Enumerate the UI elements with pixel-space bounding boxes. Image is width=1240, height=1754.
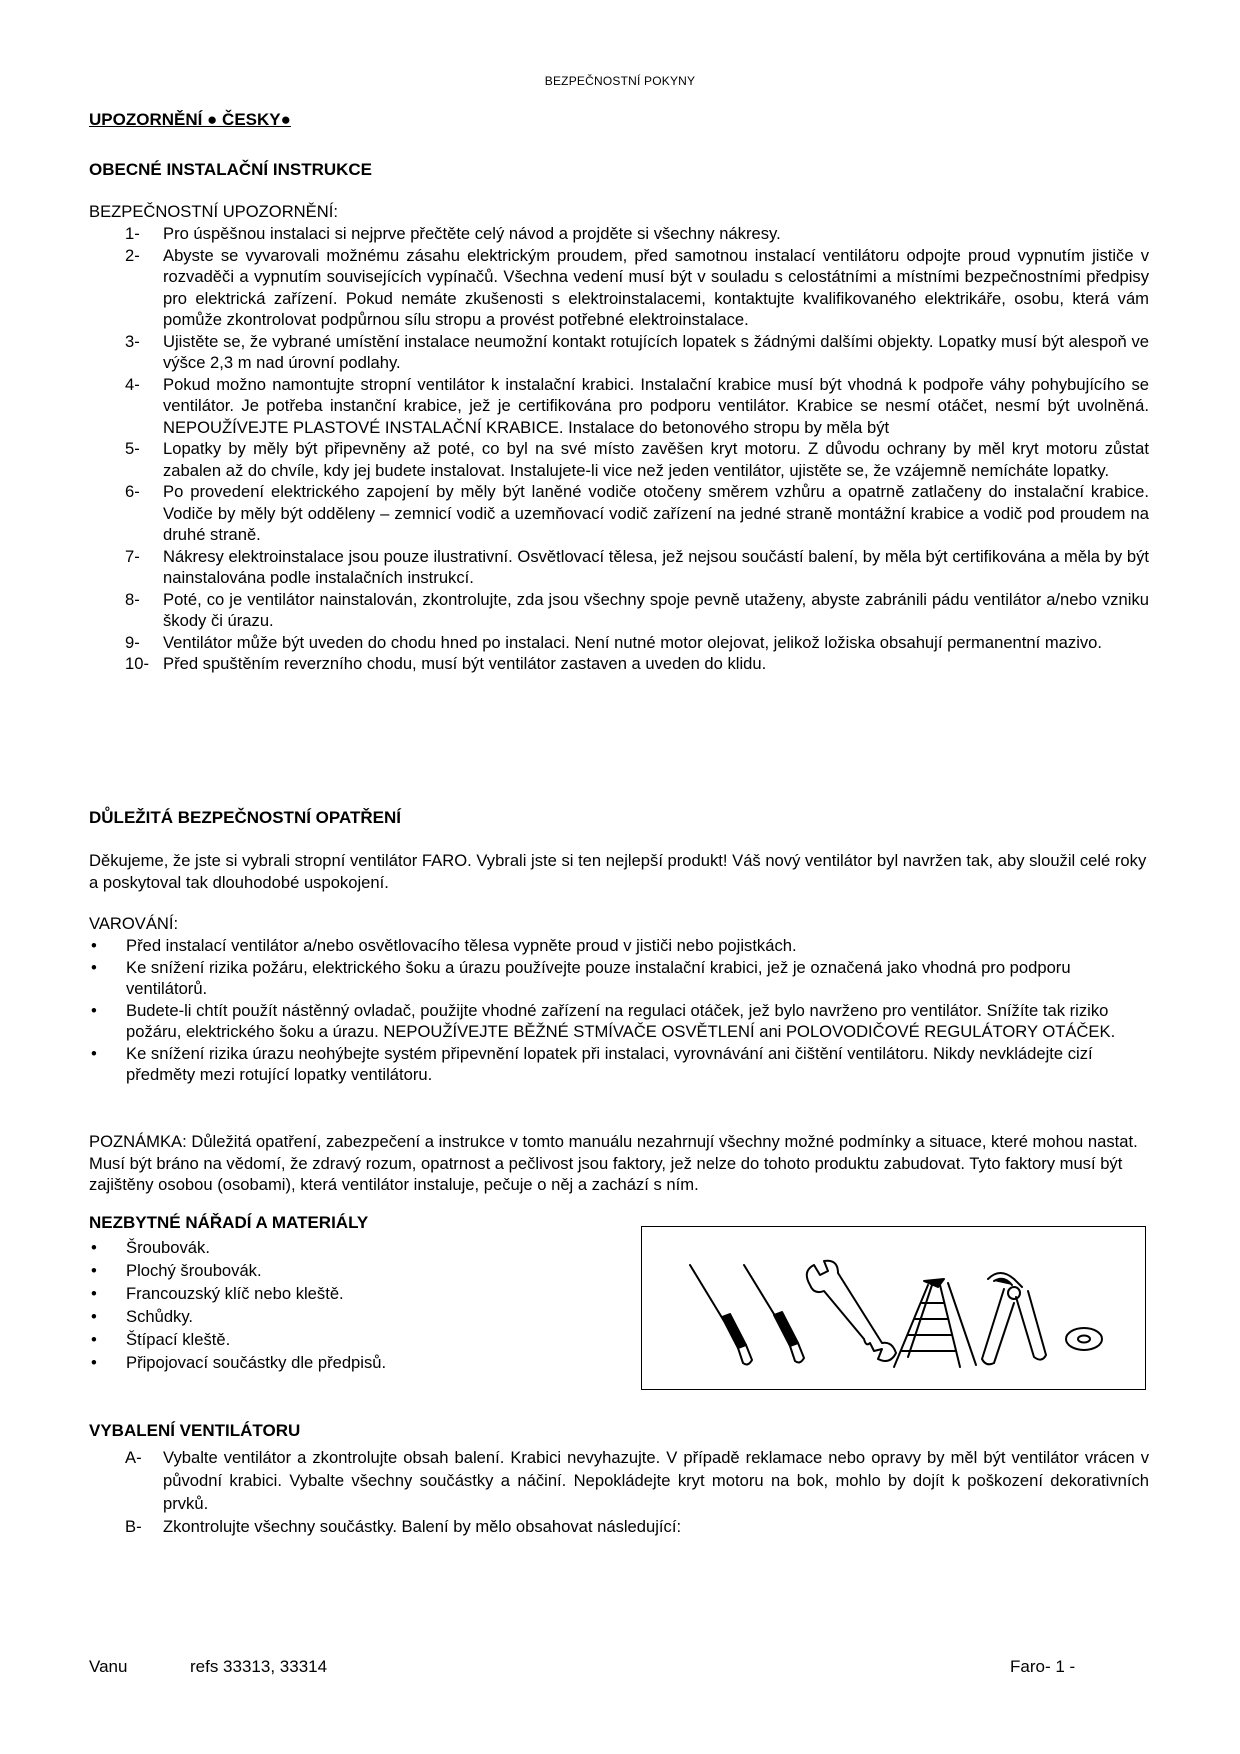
list-item-number: 1- bbox=[125, 224, 140, 243]
list-item-text: Pokud možno namontujte stropní ventilátor k instalační krabici. Instalační krabice musí být vhodná k podpoře váhy pohybujícího se ventilátor. Je potřeba instanční krabice, jež je certifikována pro podporu ventilátor. Krabice se nesmí otáčet, nesmí být uvolněná. NEPOUŽÍVEJTE PLASTOVÉ INSTALAČNÍ KRABICE. Instalace do betonového stropu by měla být bbox=[163, 374, 1149, 437]
bullet-item bbox=[89, 1000, 1149, 1043]
list-item-number: 8- bbox=[125, 589, 140, 609]
footer-refs: refs 33313, 33314 bbox=[190, 1657, 328, 1676]
section-heading-installation: OBECNÉ INSTALAČNÍ INSTRUKCE bbox=[89, 160, 373, 179]
list-item bbox=[89, 245, 1149, 331]
list-item-number: 2- bbox=[125, 245, 140, 265]
bullet-icon: • bbox=[91, 1000, 97, 1020]
bullet-icon: • bbox=[91, 1330, 97, 1349]
list-item-number: 3- bbox=[125, 331, 140, 351]
list-item bbox=[89, 438, 1149, 481]
intro-paragraph: Děkujeme, že jste si vybrali stropní ventilátor FARO. Vybrali jste si ten nejlepší produkt! Váš nový ventilátor byl navržen tak, aby sloužil celé roky a poskytoval tak dlouhodobé uspokojení. bbox=[89, 851, 1147, 892]
washer-icon bbox=[1066, 1328, 1102, 1350]
footer-model: Vanu bbox=[89, 1657, 128, 1676]
bullet-text: Plochý šroubovák. bbox=[126, 1261, 262, 1280]
installation-list bbox=[89, 223, 1149, 675]
page-title: UPOZORNĚNÍ ● ČESKY● bbox=[89, 110, 291, 129]
list-item bbox=[89, 546, 1149, 589]
bullet-text: Šroubovák. bbox=[126, 1238, 210, 1257]
list-item-text: Poté, co je ventilátor nainstalován, zkontrolujte, zda jsou všechny spoje pevně utaženy, abyste zabránili pádu ventilátor a/nebo vzniku škody či úrazu. bbox=[163, 589, 1149, 630]
bullet-item bbox=[89, 1259, 609, 1282]
bullet-text: Budete-li chtít použít nástěnný ovladač, použijte vhodné zařízení na regulaci otáček, jež bylo navrženo pro ventilátor. Snížíte tak riziko požáru, elektrického šoku a úrazu. NEPOUŽÍVEJTE BĚŽNÉ STMÍVAČE OSVĚTLENÍ ani POLOVODIČOVÉ REGULÁTORY OTÁČEK. bbox=[126, 1000, 1116, 1041]
bullet-icon: • bbox=[91, 936, 97, 955]
bullet-text: Ke snížení rizika požáru, elektrického šoku a úrazu používejte pouze instalační krabici, jež je označená jako vhodná pro podporu ventilátorů. bbox=[126, 957, 1071, 998]
bullet-item bbox=[89, 1351, 609, 1374]
bullet-item bbox=[89, 1043, 1149, 1086]
list-item bbox=[89, 1446, 1149, 1515]
list-item-number: B- bbox=[125, 1517, 142, 1536]
list-item-number: 5- bbox=[125, 439, 140, 458]
list-item bbox=[89, 374, 1149, 439]
list-item-text: Nákresy elektroinstalace jsou pouze ilustrativní. Osvětlovací tělesa, jež nejsou součástí balení, by měla být certifikována a měla by být nainstalována podle instalačních instrukcí. bbox=[163, 546, 1149, 587]
bullet-icon: • bbox=[91, 957, 97, 977]
bullet-icon: • bbox=[91, 1261, 97, 1280]
list-item bbox=[89, 632, 1149, 654]
list-item-number: 9- bbox=[125, 632, 140, 652]
bullet-text: Před instalací ventilátor a/nebo osvětlovacího tělesa vypněte proud v jističi nebo pojistkách. bbox=[126, 936, 797, 955]
list-item bbox=[89, 331, 1149, 374]
bullet-icon: • bbox=[91, 1307, 97, 1326]
bullet-icon: • bbox=[91, 1353, 97, 1372]
list-item-number: 10- bbox=[125, 654, 149, 673]
footer-page-number: Faro- 1 - bbox=[1010, 1657, 1076, 1676]
wrench-icon bbox=[807, 1261, 896, 1361]
tools-illustration bbox=[641, 1226, 1146, 1390]
list-item-text: Vybalte ventilátor a zkontrolujte obsah balení. Krabici nevyhazujte. V případě reklamace nebo opravy by měl být ventilátor vrácen v původní krabici. Vybalte všechny součástky a náčiní. Nepokládejte kryt motoru na bok, mohlo by dojít k poškození dekorativních prvků. bbox=[163, 1448, 1149, 1513]
list-item-text: Ventilátor může být uveden do chodu hned po instalaci. Není nutné motor olejovat, jelikož ložiska obsahují permanentní mazivo. bbox=[163, 632, 1103, 652]
list-item bbox=[89, 223, 1149, 245]
unpacking-list bbox=[89, 1446, 1149, 1538]
list-item-text: Před spuštěním reverzního chodu, musí být ventilátor zastaven a uveden do klidu. bbox=[163, 654, 767, 673]
section-heading-tools: NEZBYTNÉ NÁŘADÍ A MATERIÁLY bbox=[89, 1213, 369, 1232]
section-heading-precautions: DŮLEŽITÁ BEZPEČNOSTNÍ OPATŘENÍ bbox=[89, 808, 401, 827]
list-item-text: Abyste se vyvarovali možnému zásahu elektrickým proudem, před samotnou instalací ventilátoru odpojte proud vypnutím jističe v rozvaděči a vypnutím souvisejících vypínačů. Všechna vedení musí být v souladu s celostátními a místními bezpečnostními předpisy pro elektrická zařízení. Pokud nemáte zkušenosti s elektroinstalacemi, kontaktujte kvalifikovaného elektrikáře, osobu, která vám pomůže zkontrolovat podpůrnou sílu stropu a provést potřebné elektroinstalace. bbox=[163, 245, 1149, 329]
bullet-icon: • bbox=[91, 1284, 97, 1303]
flat-screwdriver-icon bbox=[744, 1265, 804, 1362]
bullet-text: Připojovací součástky dle předpisů. bbox=[126, 1353, 387, 1372]
list-item-number: 6- bbox=[125, 482, 140, 501]
bullet-text: Ke snížení rizika úrazu neohýbejte systém připevnění lopatek při instalaci, vyrovnávání ani čištění ventilátoru. Nikdy nevkládejte cizí předměty mezi rotující lopatky ventilátoru. bbox=[126, 1043, 1093, 1084]
bullet-item bbox=[89, 1282, 609, 1305]
list-item-text: Po provedení elektrického zapojení by měly být laněné vodiče otočeny směrem vzhůru a opatrně zatlačeny do instalační krabice. Vodiče by měly být odděleny – zemnicí vodič a uzemňovací vodič zařízení na jedné straně montážní krabice a vodič pod proudem na druhé straně. bbox=[163, 482, 1149, 544]
screwdriver-icon bbox=[690, 1265, 752, 1364]
list-item-number: 7- bbox=[125, 546, 140, 566]
list-item-text: Pro úspěšnou instalaci si nejprve přečtěte celý návod a projděte si všechny nákresy. bbox=[163, 224, 781, 243]
pliers-icon bbox=[982, 1273, 1046, 1364]
list-item bbox=[89, 481, 1149, 546]
note-paragraph: POZNÁMKA: Důležitá opatření, zabezpečení a instrukce v tomto manuálu nezahrnují všechny možné podmínky a situace, které mohou nastat. Musí být bráno na vědomí, že zdravý rozum, opatrnost a pečlivost jsou faktory, jež nelze do tohoto produktu zabudovat. Tyto faktory musí být zajištěny osobou (osobami), která ventilátor instaluje, pečuje o něj a zachází s ním. bbox=[89, 1132, 1138, 1194]
warning-list bbox=[89, 935, 1149, 1086]
list-item bbox=[89, 589, 1149, 632]
tools-drawing bbox=[642, 1227, 1144, 1388]
list-item bbox=[89, 1515, 1149, 1538]
bullet-icon: • bbox=[91, 1238, 97, 1257]
bullet-item bbox=[89, 935, 1149, 957]
list-item-text: Zkontrolujte všechny součástky. Balení by mělo obsahovat následující: bbox=[163, 1517, 682, 1536]
bullet-icon: • bbox=[91, 1043, 97, 1063]
ladder-icon bbox=[894, 1279, 976, 1367]
bullet-item bbox=[89, 1305, 609, 1328]
list-item-text: Ujistěte se, že vybrané umístění instalace neumožní kontakt rotujících lopatek s žádnými dalšími objekty. Lopatky musí být alespoň ve výšce 2,3 m nad úrovní podlahy. bbox=[163, 331, 1149, 372]
bullet-item bbox=[89, 1328, 609, 1351]
list-item-text: Lopatky by měly být připevněny až poté, co byl na své místo zavěšen kryt motoru. Z důvodu ochrany by měl kryt motoru zůstat zabalen až do chvíle, kdy jej budete instalovat. Instalujete-li vice než jeden ventilátor, ujistěte se, že vzájemně nemícháte lopatky. bbox=[163, 439, 1149, 480]
section-heading-unpacking: VYBALENÍ VENTILÁTORU bbox=[89, 1421, 301, 1440]
list-item bbox=[89, 653, 1149, 675]
bullet-text: Schůdky. bbox=[126, 1307, 194, 1326]
bullet-text: Štípací kleště. bbox=[126, 1330, 231, 1349]
bullet-item bbox=[89, 1236, 609, 1259]
list-item-number: 4- bbox=[125, 374, 140, 394]
warning-label: VAROVÁNÍ: bbox=[89, 914, 179, 933]
list-item-number: A- bbox=[125, 1448, 142, 1467]
page-header: BEZPEČNOSTNÍ POKYNY bbox=[544, 74, 696, 88]
bullet-item bbox=[89, 957, 1149, 1000]
tools-list bbox=[89, 1236, 609, 1374]
bullet-text: Francouzský klíč nebo kleště. bbox=[126, 1284, 344, 1303]
safety-subheading: BEZPEČNOSTNÍ UPOZORNĚNÍ: bbox=[89, 202, 338, 221]
